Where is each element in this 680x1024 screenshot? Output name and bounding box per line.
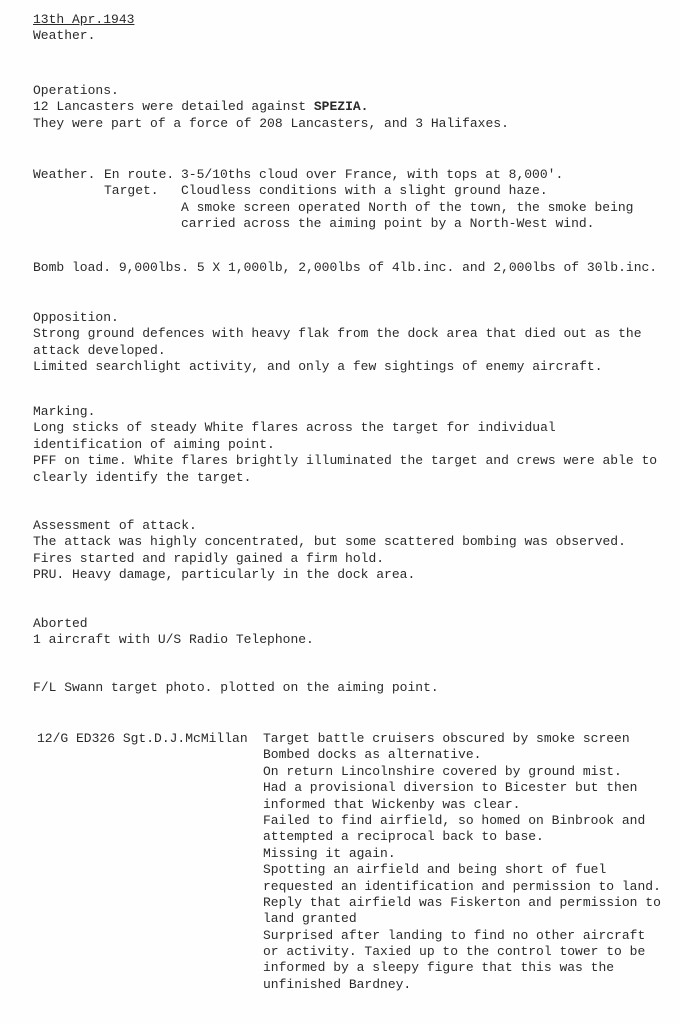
opposition-section xyxy=(33,310,642,376)
opposition-line: Limited searchlight activity, and only a few sightings of enemy aircraft. xyxy=(33,359,603,375)
report-line: Spotting an airfield and being short of fuel xyxy=(263,862,607,878)
report-line: Bombed docks as alternative. xyxy=(263,747,482,763)
photo-note-section xyxy=(33,680,439,696)
assessment-heading: Assessment of attack. xyxy=(33,518,197,533)
report-line: On return Lincolnshire covered by ground mist. xyxy=(263,763,622,779)
operations-line-1 xyxy=(33,99,509,115)
assessment-line: The attack was highly concentrated, but some scattered bombing was observed. xyxy=(33,534,626,550)
operations-text: 12 Lancasters were detailed against xyxy=(33,99,314,115)
report-line: or activity. Taxied up to the control tower to be xyxy=(263,944,646,960)
opposition-heading: Opposition. xyxy=(33,310,119,325)
bomb-load-section xyxy=(33,260,657,276)
marking-line: clearly identify the target. xyxy=(33,469,252,485)
opposition-line: attack developed. xyxy=(33,342,166,358)
date-heading: 13th Apr.1943 xyxy=(33,12,135,27)
report-line: attempted a reciprocal back to base. xyxy=(263,829,544,845)
assessment-line: Fires started and rapidly gained a firm hold. xyxy=(33,550,385,566)
marking-line: PFF on time. White flares brightly illuminated the target and crews were able to xyxy=(33,453,658,469)
photo-note: F/L Swann target photo. plotted on the aiming point. xyxy=(33,680,439,695)
operations-section xyxy=(33,83,509,132)
marking-line: identification of aiming point. xyxy=(33,436,275,452)
aborted-section xyxy=(33,616,314,649)
marking-heading: Marking. xyxy=(33,404,96,419)
aborted-heading: Aborted xyxy=(33,616,88,631)
report-line: Reply that airfield was Fiskerton and permission to xyxy=(263,894,661,910)
en-route-text: 3-5/10ths cloud over France, with tops at 8,000'. xyxy=(181,167,564,182)
operations-heading: Operations. xyxy=(33,83,119,98)
report-line: Target battle cruisers obscured by smoke screen xyxy=(263,731,630,746)
crew-report-lines xyxy=(263,731,661,993)
marking-line: Long sticks of steady White flares across the target for individual xyxy=(33,420,556,436)
assessment-line: PRU. Heavy damage, particularly in the dock area. xyxy=(33,567,416,583)
target-weather-lines xyxy=(181,183,633,232)
target-name: SPEZIA. xyxy=(313,99,369,115)
weather-label: Weather. xyxy=(33,167,96,182)
target-label: Target. xyxy=(104,183,159,199)
report-line: Had a provisional diversion to Bicester but then xyxy=(263,780,638,796)
report-line: unfinished Bardney. xyxy=(263,976,412,992)
operations-line-2: They were part of a force of 208 Lancasters, and 3 Halifaxes. xyxy=(33,115,509,131)
report-line: informed that Wickenby was clear. xyxy=(263,796,521,812)
report-line: Missing it again. xyxy=(263,845,396,861)
aborted-line: 1 aircraft with U/S Radio Telephone. xyxy=(33,632,314,648)
report-line: requested an identification and permission to land. xyxy=(263,878,661,894)
marking-section xyxy=(33,404,657,486)
assessment-section xyxy=(33,518,626,584)
en-route-label: En route. xyxy=(104,167,175,182)
report-line: Surprised after landing to find no other aircraft xyxy=(263,927,646,943)
target-weather-line: Cloudless conditions with a slight ground haze. xyxy=(181,183,548,199)
bomb-load-text: Bomb load. 9,000lbs. 5 X 1,000lb, 2,000lbs of 4lb.inc. and 2,000lbs of 30lb.inc. xyxy=(33,260,658,275)
weather-heading: Weather. xyxy=(33,28,96,44)
report-line: Failed to find airfield, so homed on Binbrook and xyxy=(263,812,646,828)
target-weather-line: A smoke screen operated North of the town, the smoke being xyxy=(181,199,634,215)
report-line: land granted xyxy=(263,911,357,927)
opposition-line: Strong ground defences with heavy flak from the dock area that died out as the xyxy=(33,326,642,342)
date-header-block xyxy=(33,12,134,45)
crew-identifier: 12/G ED326 Sgt.D.J.McMillan xyxy=(37,731,248,746)
report-line: informed by a sleepy figure that this was the xyxy=(263,960,615,976)
target-weather-line: carried across the aiming point by a North-West wind. xyxy=(181,216,595,232)
